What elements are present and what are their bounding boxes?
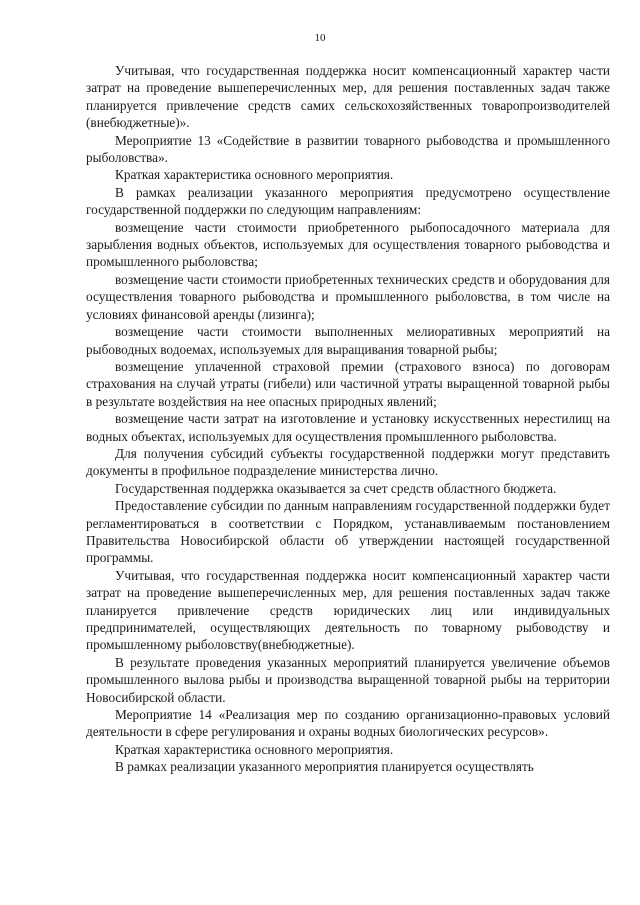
paragraph: возмещение части стоимости приобретенного рыбопосадочного материала для зарыбления водных объектов, используемых для осуществления товарного рыбоводства и промышленного рыболовства; (86, 219, 610, 270)
paragraph: Краткая характеристика основного мероприятия. (115, 167, 394, 183)
paragraph: Мероприятие 13 «Содействие в развитии товарного рыбоводства и промышленного рыболовства». (86, 132, 610, 166)
paragraph: возмещение части затрат на изготовление и установку искусственных нерестилищ на водных объектах, используемых для осуществления промышленного рыболовства. (86, 411, 610, 444)
paragraph: Учитывая, что государственная поддержка носит компенсационный характер части затрат на проведение вышеперечисленных мер, для решения поставленных задач также планируется привлечение средств юридических лиц или индивидуальных предпринимателей, осуществляющих деятельность по товарному рыбоводству и промышленному рыболовству(внебюджетные). (86, 567, 610, 653)
page-number: 10 (314, 32, 326, 44)
document-body (86, 62, 610, 776)
paragraph: возмещение части стоимости приобретенных технических средств и оборудования для осуществления товарного рыбоводства и промышленного рыболовства, в том числе на условиях финансовой аренды (лизинга); (86, 271, 610, 322)
paragraph: возмещение уплаченной страховой премии (страхового взноса) по договорам страхования на случай утраты (гибели) или частичной утраты выращенной товарной рыбы в результате воздействия на нее опасных природных явлений; (86, 358, 610, 409)
paragraph: Учитывая, что государственная поддержка носит компенсационный характер части затрат на проведение вышеперечисленных мер, для решения поставленных задач также планируется привлечение средств самих сельскохозяйственных товаропроизводителей (внебюджетные)». (86, 63, 610, 131)
paragraph: Для получения субсидий субъекты государственной поддержки могут представить документы в профильное подразделение министерства лично. (86, 445, 610, 479)
paragraph: возмещение части стоимости выполненных мелиоративных мероприятий на рыбоводных водоемах, используемых для выращивания товарной рыбы; (86, 324, 610, 357)
paragraph: В рамках реализации указанного мероприятия планируется осуществлять (115, 759, 534, 775)
paragraph: Мероприятие 14 «Реализация мер по созданию организационно-правовых условий деятельности в сфере регулирования и охраны водных биологических ресурсов». (86, 707, 610, 740)
paragraph: В рамках реализации указанного мероприятия предусмотрено осуществление государственной поддержки по следующим направлениям: (86, 184, 610, 218)
paragraph: Государственная поддержка оказывается за счет средств областного бюджета. (115, 480, 557, 496)
paragraph: Предоставление субсидии по данным направлениям государственной поддержки будет регламентироваться в соответствии с Порядком, устанавливаемым постановлением Правительства Новосибирской области об утверждении настоящей государственной программы. (86, 498, 610, 566)
paragraph: В результате проведения указанных мероприятий планируется увеличение объемов промышленного вылова рыбы и производства выращенной товарной рыбы на территории Новосибирской области. (86, 654, 610, 705)
paragraph: Краткая характеристика основного мероприятия. (115, 741, 394, 757)
